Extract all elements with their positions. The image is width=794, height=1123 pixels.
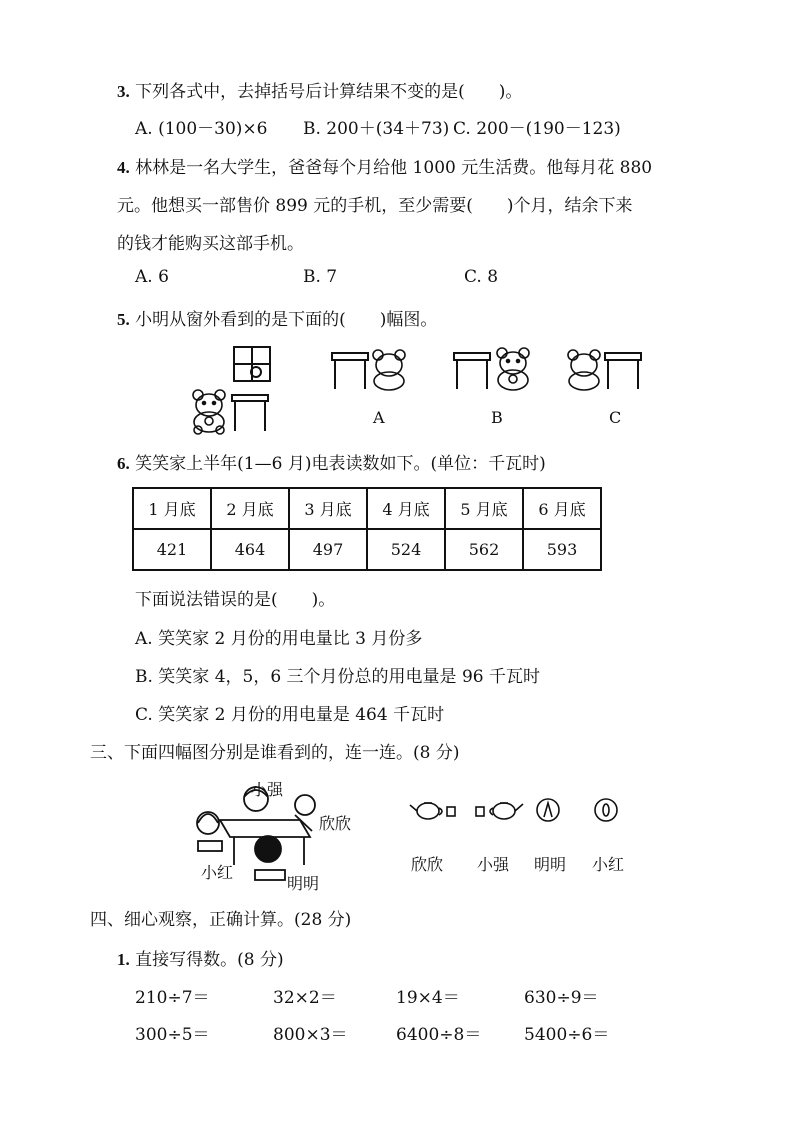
child-xiaohong-icon	[197, 812, 222, 851]
question-4	[117, 153, 652, 178]
bear-back-icon	[568, 350, 600, 390]
option-c-picture	[565, 345, 645, 395]
calc-item: 6400÷8＝	[396, 1025, 482, 1045]
table-cell: 593	[523, 529, 601, 570]
option-a: A. 笑笑家 2 月份的用电量比 3 月份多	[135, 629, 423, 649]
question-stem: 下列各式中，去掉括号后计算结果不变的是( )。	[135, 82, 523, 102]
bear-toy-icon	[193, 390, 225, 434]
table-cell: 497	[289, 529, 367, 570]
scene-name-mingming: 明明	[287, 874, 320, 893]
question-stem: 笑笑家上半年(1—6 月)电表读数如下。(单位：千瓦时)	[135, 454, 546, 474]
table-header-cell: 5 月底	[445, 488, 523, 529]
question-5	[117, 305, 437, 330]
question-line-3: 的钱才能购买这部手机。	[117, 234, 304, 254]
question-number: 4.	[117, 158, 130, 177]
scene-name-xinxin: 欣欣	[319, 814, 352, 833]
choice-label-a: A	[373, 408, 385, 427]
table-icon	[454, 353, 490, 389]
view-name-xiaohong: 小红	[592, 855, 625, 874]
window-icon	[234, 347, 270, 381]
option-a: A. (100－30)×6	[135, 119, 268, 139]
view-cup-back-icon	[593, 795, 621, 825]
question-number: 5.	[117, 310, 130, 329]
calc-item: 300÷5＝	[135, 1025, 210, 1045]
table-header-row	[133, 488, 601, 529]
option-c: C. 8	[464, 267, 499, 287]
table-header-cell: 2 月底	[211, 488, 289, 529]
question-stem: 小明从窗外看到的是下面的( )幅图。	[135, 310, 438, 330]
bear-front-icon	[497, 348, 529, 390]
view-name-mingming: 明明	[534, 855, 567, 874]
option-a-picture	[330, 345, 410, 395]
window-bear-table-scene	[190, 345, 260, 435]
option-b: B. 200＋(34＋73)	[303, 119, 450, 139]
view-name-xinxin: 欣欣	[411, 855, 444, 874]
table-cell: 421	[133, 529, 211, 570]
section-title: 四、细心观察，正确计算。(28 分)	[90, 910, 352, 930]
table-icon	[232, 395, 268, 431]
child-xinxin-icon	[295, 795, 315, 831]
question-line-2: 元。他想买一部售价 899 元的手机，至少需要( )个月，结余下来	[117, 196, 633, 216]
table-header-cell: 3 月底	[289, 488, 367, 529]
child-mingming-icon	[255, 836, 285, 880]
view-name-xiaoqiang: 小强	[477, 855, 510, 874]
view-teapot-right-icon	[474, 797, 526, 823]
calc-item: 630÷9＝	[524, 988, 599, 1008]
option-b: B. 7	[303, 267, 338, 287]
choice-label-b: B	[491, 408, 503, 427]
sub-section-title: 直接写得数。(8 分)	[135, 950, 284, 970]
sub-question: 下面说法错误的是( )。	[135, 590, 336, 610]
option-b-picture	[452, 345, 536, 395]
option-a: A. 6	[135, 267, 169, 287]
calc-item: 800×3＝	[273, 1025, 348, 1045]
table-row	[133, 529, 601, 570]
calc-item: 32×2＝	[273, 988, 337, 1008]
table-icon	[332, 353, 368, 389]
table-cell: 562	[445, 529, 523, 570]
section-title: 三、下面四幅图分别是谁看到的，连一连。(8 分)	[90, 743, 460, 763]
table-header-cell: 4 月底	[367, 488, 445, 529]
question-number: 6.	[117, 454, 130, 473]
question-line-1: 林林是一名大学生，爸爸每个月给他 1000 元生活费。他每月花 880	[135, 158, 653, 178]
question-6	[117, 449, 546, 474]
table-cell: 464	[211, 529, 289, 570]
scene-name-xiaohong: 小红	[201, 863, 234, 882]
question-number: 1.	[117, 950, 130, 969]
table-icon	[605, 353, 641, 389]
choice-label-c: C	[609, 408, 622, 427]
scene-name-xiaoqiang: 小强	[251, 780, 284, 799]
table-header-cell: 1 月底	[133, 488, 211, 529]
view-teapot-left-icon	[408, 797, 458, 823]
calc-item: 19×4＝	[396, 988, 460, 1008]
option-c: C. 笑笑家 2 月份的用电量是 464 千瓦时	[135, 705, 445, 725]
question-number: 3.	[117, 82, 130, 101]
calc-item: 5400÷6＝	[524, 1025, 610, 1045]
question-3	[117, 77, 522, 102]
bear-back-icon	[373, 350, 405, 390]
meter-reading-table	[132, 487, 602, 571]
calc-item: 210÷7＝	[135, 988, 210, 1008]
option-b: B. 笑笑家 4，5，6 三个月份总的用电量是 96 千瓦时	[135, 667, 540, 687]
option-c: C. 200－(190－123)	[453, 119, 621, 139]
table-header-cell: 6 月底	[523, 488, 601, 529]
sub-section-1	[117, 945, 284, 970]
table-cell: 524	[367, 529, 445, 570]
view-cup-front-icon	[535, 795, 563, 825]
